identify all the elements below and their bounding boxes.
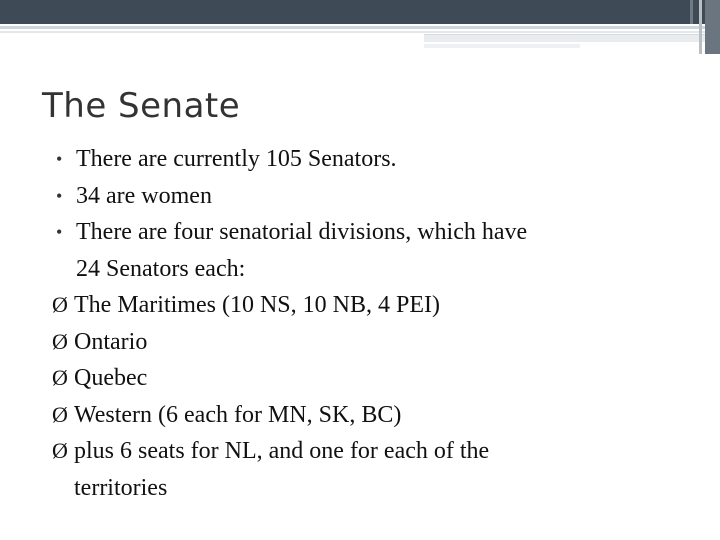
arrow-text: The Maritimes (10 NS, 10 NB, 4 PEI) (74, 292, 440, 318)
header-notch-1 (690, 0, 693, 24)
header-line-2 (0, 31, 720, 33)
arrow-bullet-icon: Ø (52, 328, 68, 354)
arrow-bullet-icon: Ø (52, 365, 68, 390)
bullet-item (54, 178, 694, 215)
arrow-bullet-icon: Ø (52, 438, 68, 463)
arrow-text: plus 6 seats for NL, and one for each of the (74, 438, 490, 464)
bullet-text: 24 Senators each: (76, 255, 246, 282)
header-notch-2 (705, 0, 720, 54)
bullet-text: 34 are women (76, 182, 212, 209)
bullet-icon: • (56, 222, 63, 242)
header-dark-bar (0, 0, 720, 24)
bullet-icon: • (56, 185, 63, 206)
arrow-item (54, 397, 694, 434)
arrow-bullet-icon: Ø (52, 401, 68, 427)
bullet-text: There are four senatorial divisions, which have (76, 219, 528, 245)
bullet-continuation (54, 251, 694, 288)
arrow-text: Western (6 each for MN, SK, BC) (74, 401, 402, 428)
arrow-item (54, 433, 694, 470)
arrow-item (54, 324, 694, 361)
slide-body (54, 141, 694, 506)
arrow-text: Ontario (74, 328, 148, 355)
header-tab (424, 34, 720, 42)
arrow-bullet-icon: Ø (52, 292, 68, 317)
header-notch-3 (699, 0, 702, 54)
arrow-text: Quebec (74, 365, 148, 391)
header-line-1 (0, 26, 720, 29)
arrow-continuation (54, 470, 694, 507)
bullet-item (54, 141, 694, 178)
bullet-icon: • (56, 149, 63, 169)
arrow-item (54, 360, 694, 397)
header-tab-2 (424, 44, 580, 48)
bullet-item (54, 214, 694, 251)
bullet-text: There are currently 105 Senators. (76, 146, 397, 172)
slide-title: The Senate (42, 86, 241, 126)
arrow-text: territories (74, 474, 168, 501)
arrow-item (54, 287, 694, 324)
